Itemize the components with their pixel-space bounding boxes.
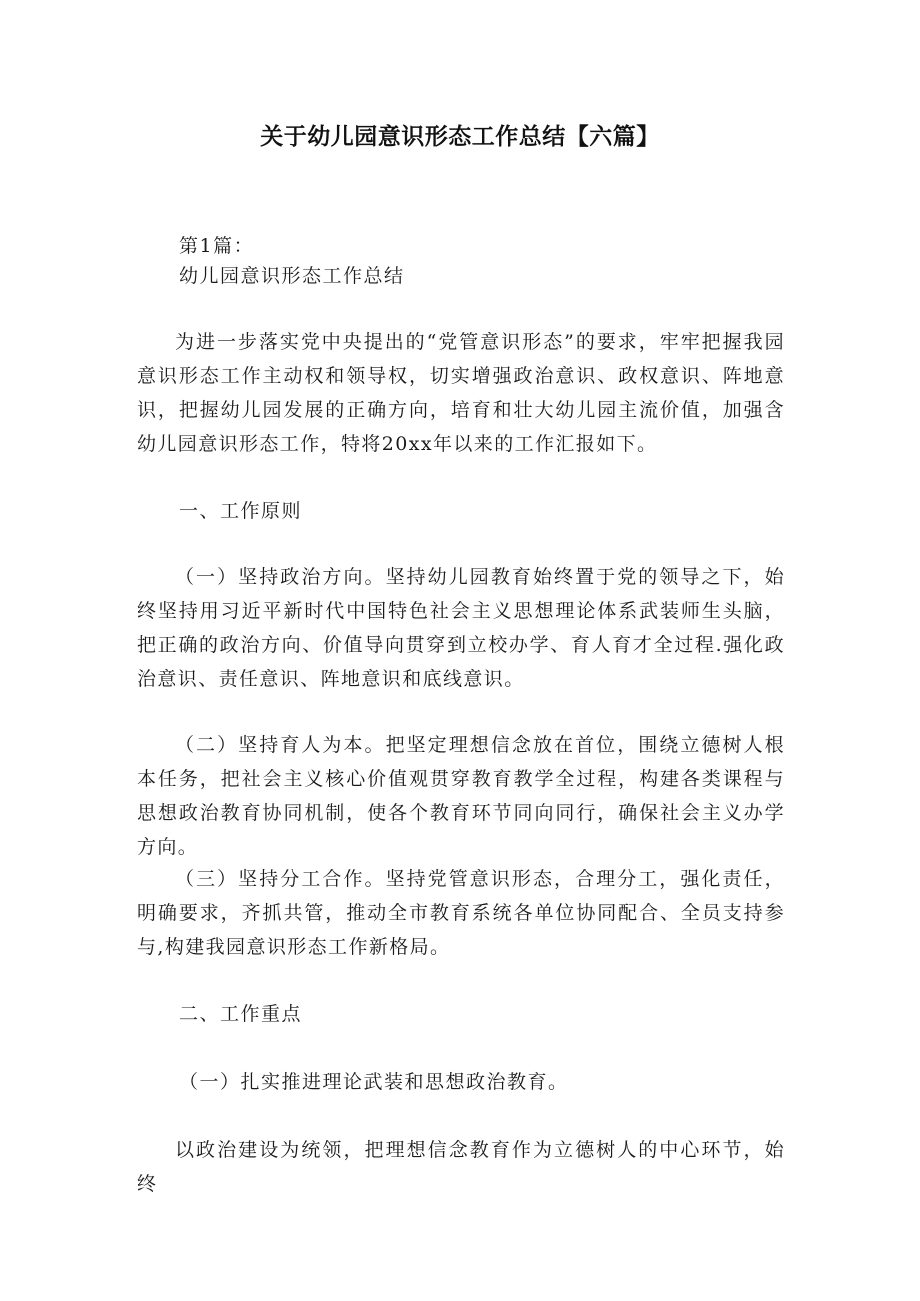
document-title: 关于幼儿园意识形态工作总结【六篇】 xyxy=(260,124,660,150)
focus-subheading-1: （一）扎实推进理论武装和思想政治教育。 xyxy=(179,1071,569,1093)
principle-paragraph-3: （三）坚持分工合作。坚持党管意识形态，合理分工，强化责任，明确要求，齐抓共管，推动全市教育系统各单位协同配合、全员支持参与,构建我园意识形态工作新格局。 xyxy=(137,868,785,958)
principle-paragraph-1: （一）坚持政治方向。坚持幼儿园教育始终置于党的领导之下，始终坚持用习近平新时代中国特色社会主义思想理论体系武装师生头脑，把正确的政治方向、价值导向贯穿到立校办学、育人育才全过程.强化政治意识、责任意识、阵地意识和底线意识。 xyxy=(137,566,785,690)
focus-paragraph-1: 以政治建设为统领，把理想信念教育作为立德树人的中心环节，始终 xyxy=(137,1139,785,1195)
section-heading-principles: 一、工作原则 xyxy=(179,500,303,522)
chapter-label: 第1篇： xyxy=(179,235,255,257)
chapter-title: 幼儿园意识形态工作总结 xyxy=(179,265,405,287)
section-heading-focus: 二、工作重点 xyxy=(179,1003,303,1025)
principle-paragraph-2: （二）坚持育人为本。把坚定理想信念放在首位，围绕立德树人根本任务，把社会主义核心价值观贯穿教育教学全过程，构建各类课程与思想政治教育协同机制，使各个教育环节同向同行，确保社会主义办学方向。 xyxy=(137,734,785,858)
intro-paragraph: 为进一步落实党中央提出的“党管意识形态”的要求，牢牢把握我园意识形态工作主动权和领导权，切实增强政治意识、政权意识、阵地意识，把握幼儿园发展的正确方向，培育和壮大幼儿园主流价值，加强含幼儿园意识形态工作，特将20xx年以来的工作汇报如下。 xyxy=(137,331,785,455)
